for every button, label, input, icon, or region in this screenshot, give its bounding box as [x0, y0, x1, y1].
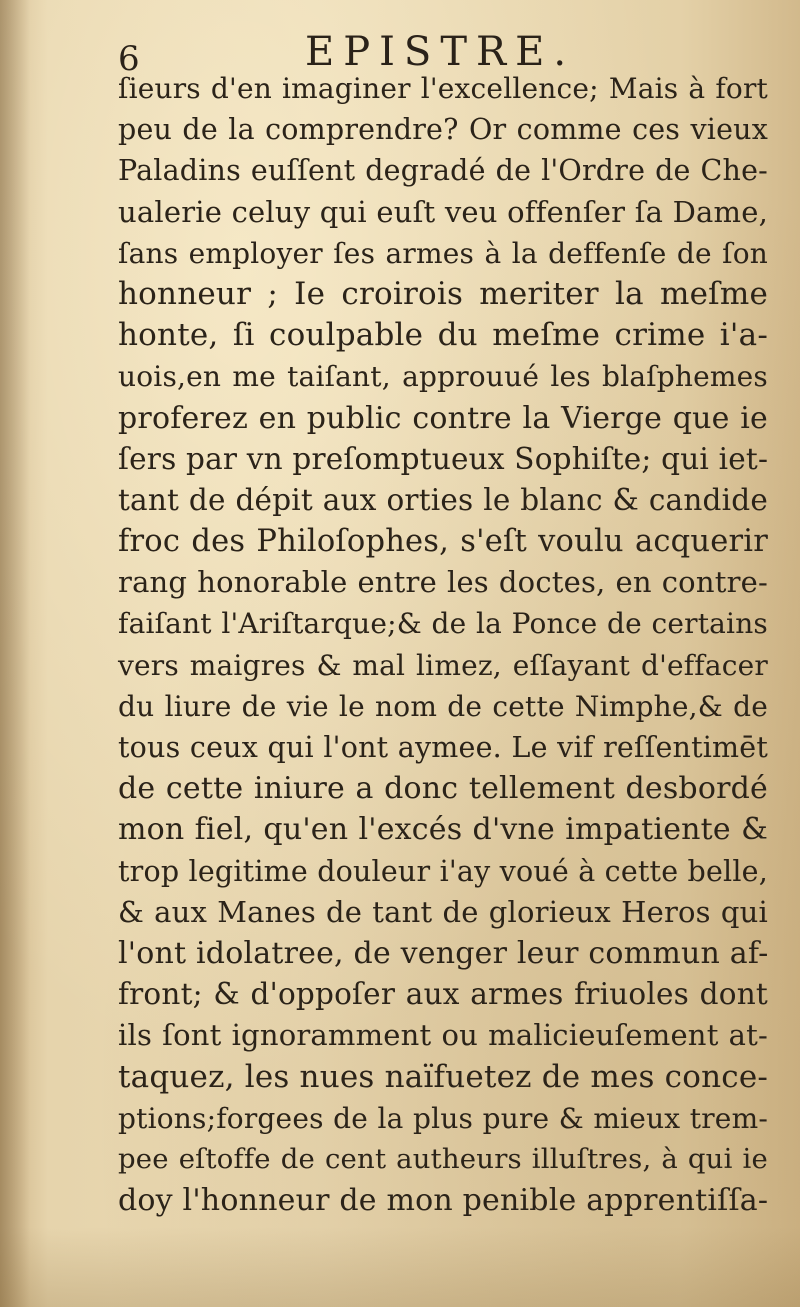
- page-bottom-shading: [0, 1227, 800, 1307]
- text-line: tant de dépit aux orties le blanc & candide: [118, 482, 768, 517]
- text-line: pee eſtoffe de cent autheurs illuſtres, à qui ie: [118, 1142, 768, 1175]
- text-line: front; & d'oppoſer aux armes friuoles dont: [118, 977, 768, 1012]
- text-line: doy l'honneur de mon penible apprentiſſa-: [118, 1183, 769, 1219]
- text-line: du liure de vie le nom de cette Nimphe,& de: [118, 689, 768, 723]
- text-line: Paladins euſſent degradé de l'Ordre de Che-: [118, 154, 768, 188]
- text-line: de cette iniure a donc tellement desbordé: [118, 771, 768, 807]
- text-line: l'ont idolatree, de venger leur commun af-: [118, 935, 769, 971]
- text-line: taquez, les nues naïfuetez de mes conce-: [118, 1058, 769, 1095]
- text-line: tous ceux qui l'ont aymee. Le vif reſſentimēt: [118, 731, 768, 764]
- text-line: honneur ; Ie croirois meriter la meſme: [118, 275, 768, 312]
- text-line: froc des Philoſophes, s'eſt voulu acquerir: [118, 524, 768, 560]
- body-text: [118, 68, 768, 1221]
- text-line: vers maigres & mal limez, eſſayant d'effacer: [118, 648, 768, 682]
- text-line: faiſant l'Ariſtarque;& de la Ponce de certains: [118, 607, 768, 641]
- text-line: mon fiel, qu'en l'excés d'vne impatiente &: [118, 812, 768, 848]
- text-line: ils ſont ignoramment ou malicieuſement at-: [118, 1018, 768, 1053]
- text-line: honte, ſi coulpable du meſme crime i'a-: [118, 317, 768, 354]
- text-line: trop legitime douleur i'ay voué à cette belle,: [118, 854, 768, 888]
- text-line: ſieurs d'en imaginer l'excellence; Mais à fort: [118, 72, 768, 105]
- binding-shadow: [0, 0, 30, 1307]
- text-line: ſans employer ſes armes à la deffenſe de ſon: [118, 236, 768, 270]
- running-title: EPISTRE.: [305, 29, 576, 75]
- text-line: & aux Manes de tant de glorieux Heros qui: [118, 894, 768, 929]
- text-line: proferez en public contre la Vierge que ie: [118, 400, 768, 436]
- text-line: peu de la comprendre? Or comme ces vieux: [118, 113, 768, 147]
- page-number: 6: [118, 39, 140, 79]
- text-line: ualerie celuy qui euſt veu offenſer ſa Dame,: [118, 194, 768, 229]
- text-line: ptions;forgees de la plus pure & mieux trem-: [118, 1101, 768, 1135]
- text-line: rang honorable entre les doctes, en contre-: [118, 565, 768, 600]
- text-line: ſers par vn preſomptueux Sophiſte; qui iet-: [118, 441, 769, 476]
- text-line: uois,en me taiſant, approuué les blaſphemes: [118, 360, 768, 394]
